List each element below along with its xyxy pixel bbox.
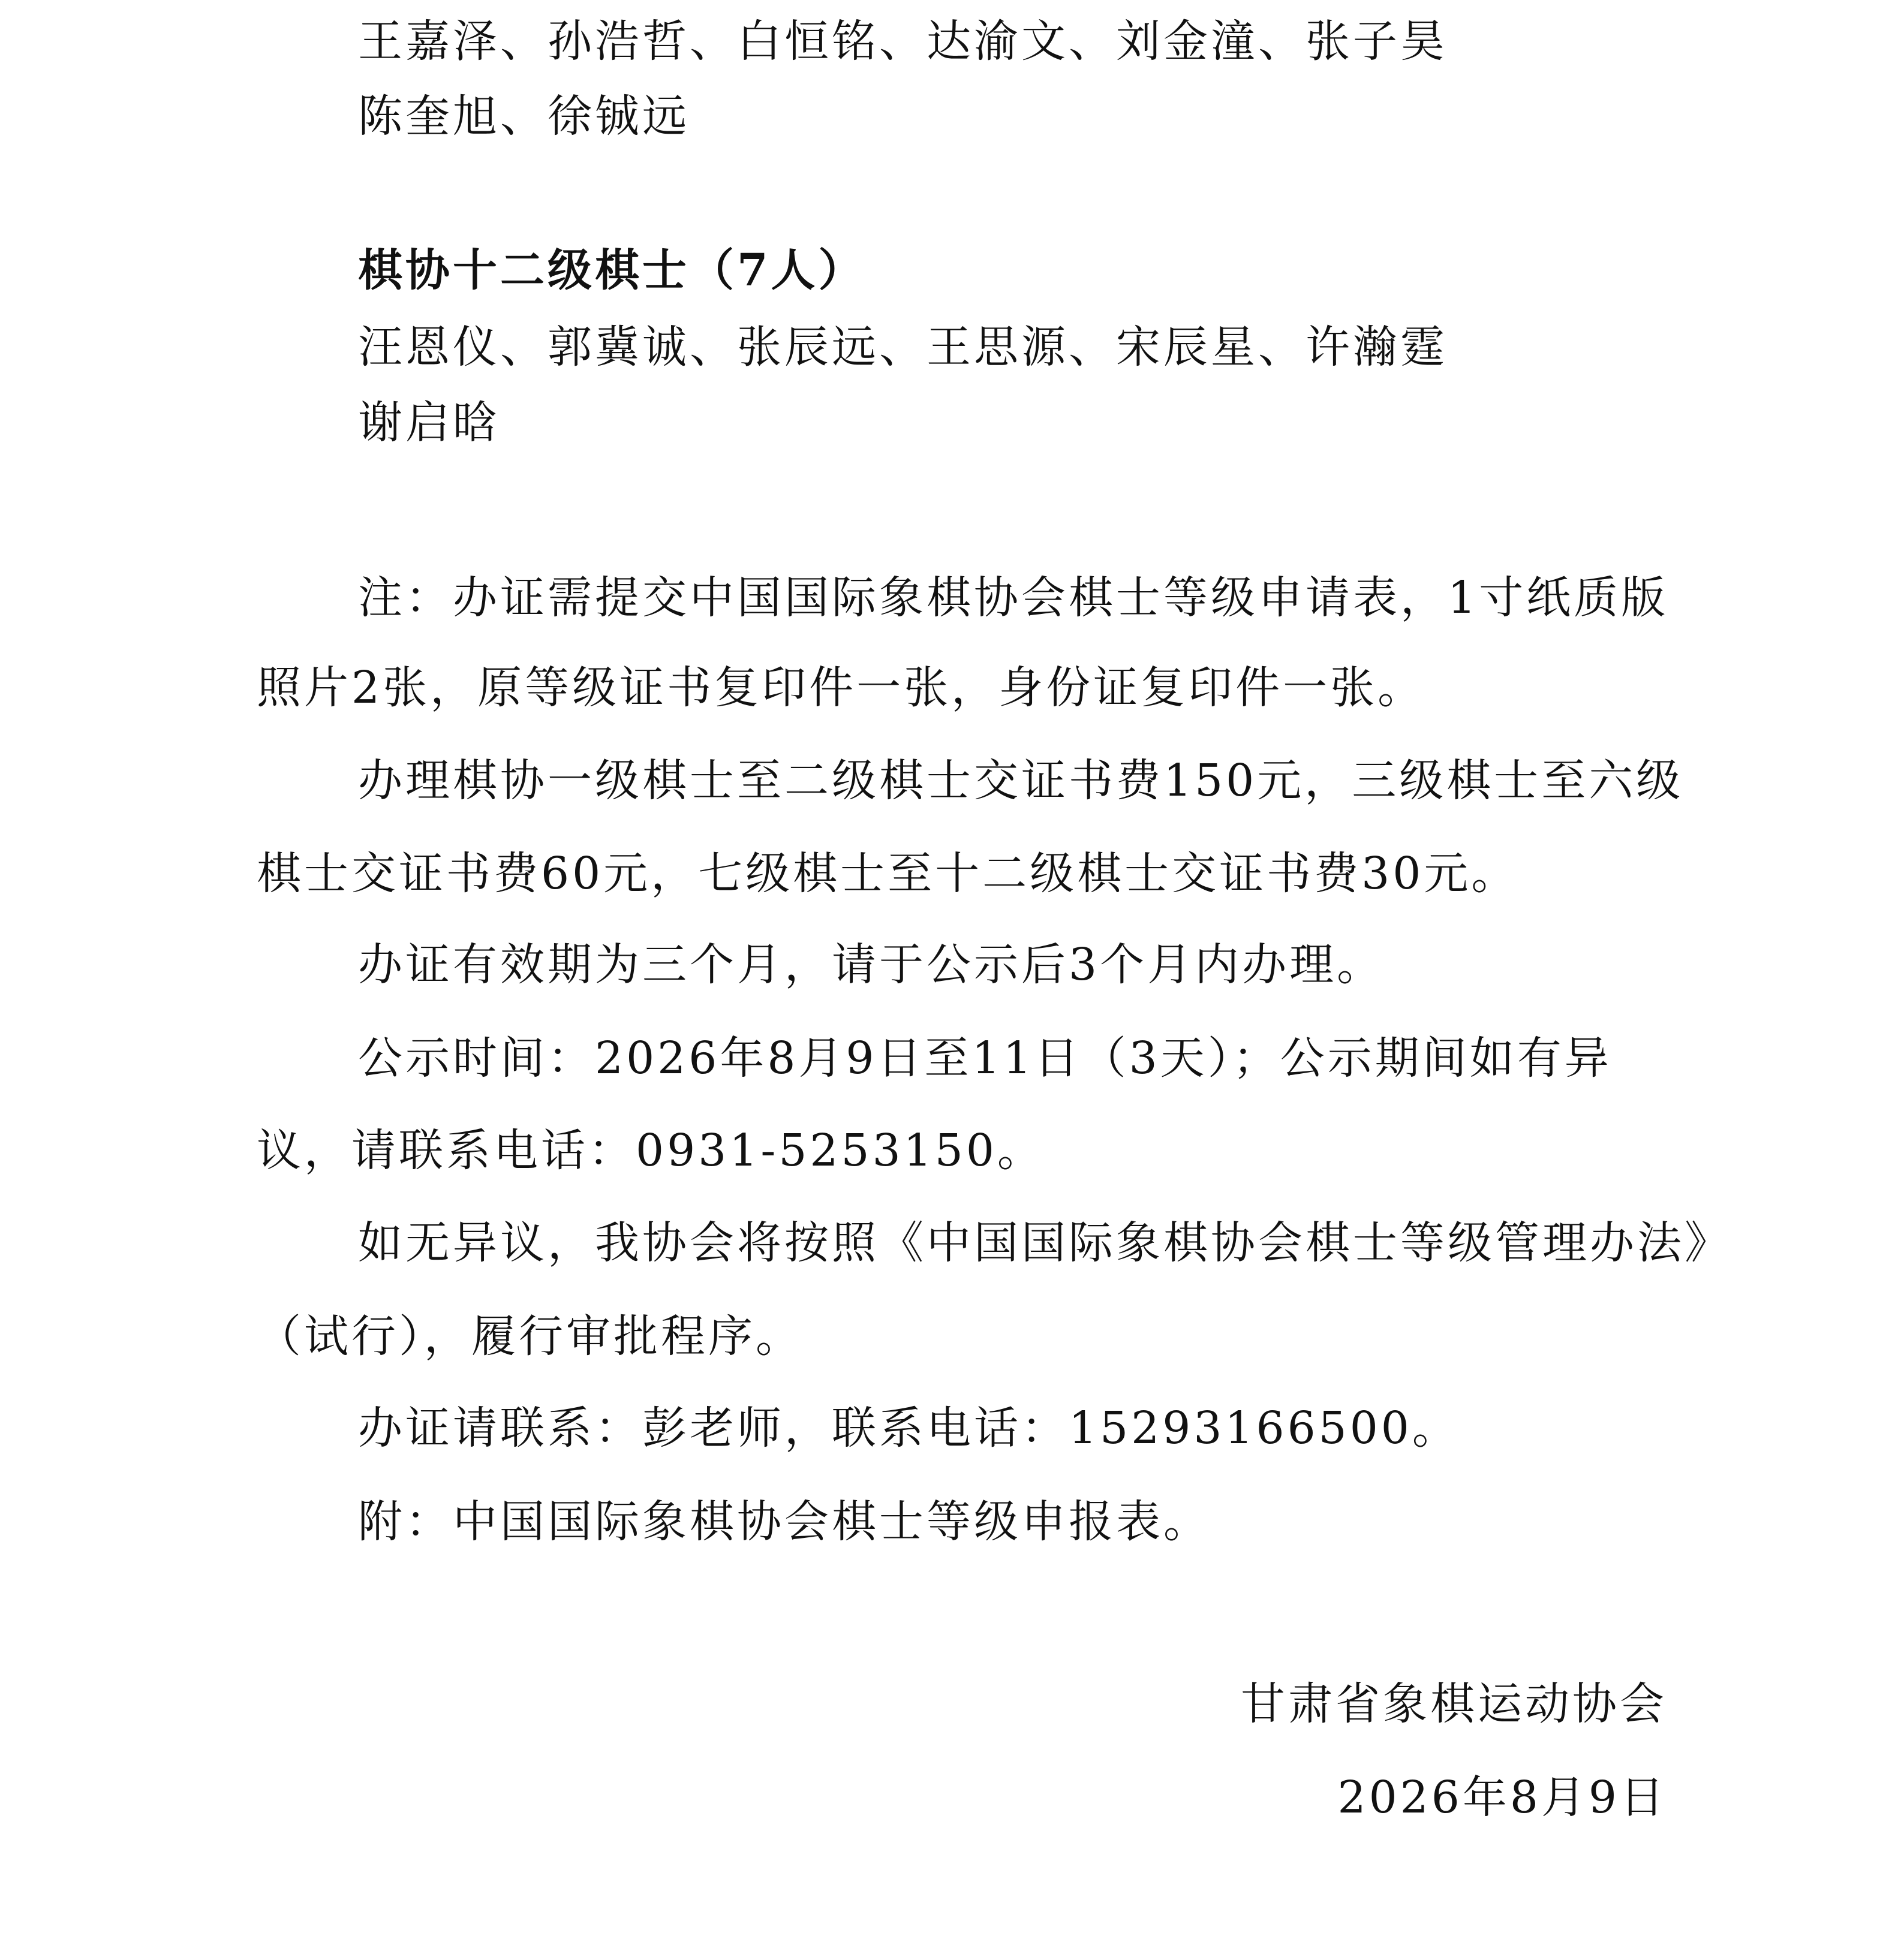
signature-date: 2026年8月9日 xyxy=(1337,1772,1667,1823)
names-list-line: 陈奎旭、徐铖远 xyxy=(358,91,690,142)
signature-organization: 甘肃省象棋运动协会 xyxy=(1241,1678,1667,1730)
note-paragraph-line: 公示时间：2026年8月9日至11日（3天）；公示期间如有异 xyxy=(358,1032,1612,1084)
names-list-line: 汪恩仪、郭冀诚、张辰远、王思源、宋辰星、许瀚霆 xyxy=(358,321,1448,373)
attachment-note: 附：中国国际象棋协会棋士等级申报表。 xyxy=(358,1496,1211,1547)
note-paragraph-line: 注：办证需提交中国国际象棋协会棋士等级申请表，1寸纸质版 xyxy=(358,572,1669,624)
note-paragraph-line: 议，请联系电话：0931-5253150。 xyxy=(257,1125,1045,1176)
note-paragraph-line: 照片2张，原等级证书复印件一张，身份证复印件一张。 xyxy=(257,662,1425,713)
section-heading: 棋协十二级棋士（7人） xyxy=(358,245,866,296)
names-list-line: 谢启晗 xyxy=(358,397,500,448)
note-paragraph-line: 办证有效期为三个月，请于公示后3个月内办理。 xyxy=(358,939,1385,990)
note-paragraph-line: （试行），履行审批程序。 xyxy=(257,1311,803,1362)
note-paragraph-line: 如无异议，我协会将按照《中国国际象棋协会棋士等级管理办法》 xyxy=(358,1217,1732,1269)
note-paragraph-line: 棋士交证书费60元，七级棋士至十二级棋士交证书费30元。 xyxy=(257,848,1519,899)
note-paragraph-line: 办理棋协一级棋士至二级棋士交证书费150元，三级棋士至六级 xyxy=(358,755,1684,806)
note-paragraph-line: 办证请联系：彭老师，联系电话：15293166500。 xyxy=(358,1402,1460,1454)
names-list-line: 王嘉泽、孙浩哲、白恒铭、达渝文、刘金潼、张子昊 xyxy=(358,16,1448,67)
